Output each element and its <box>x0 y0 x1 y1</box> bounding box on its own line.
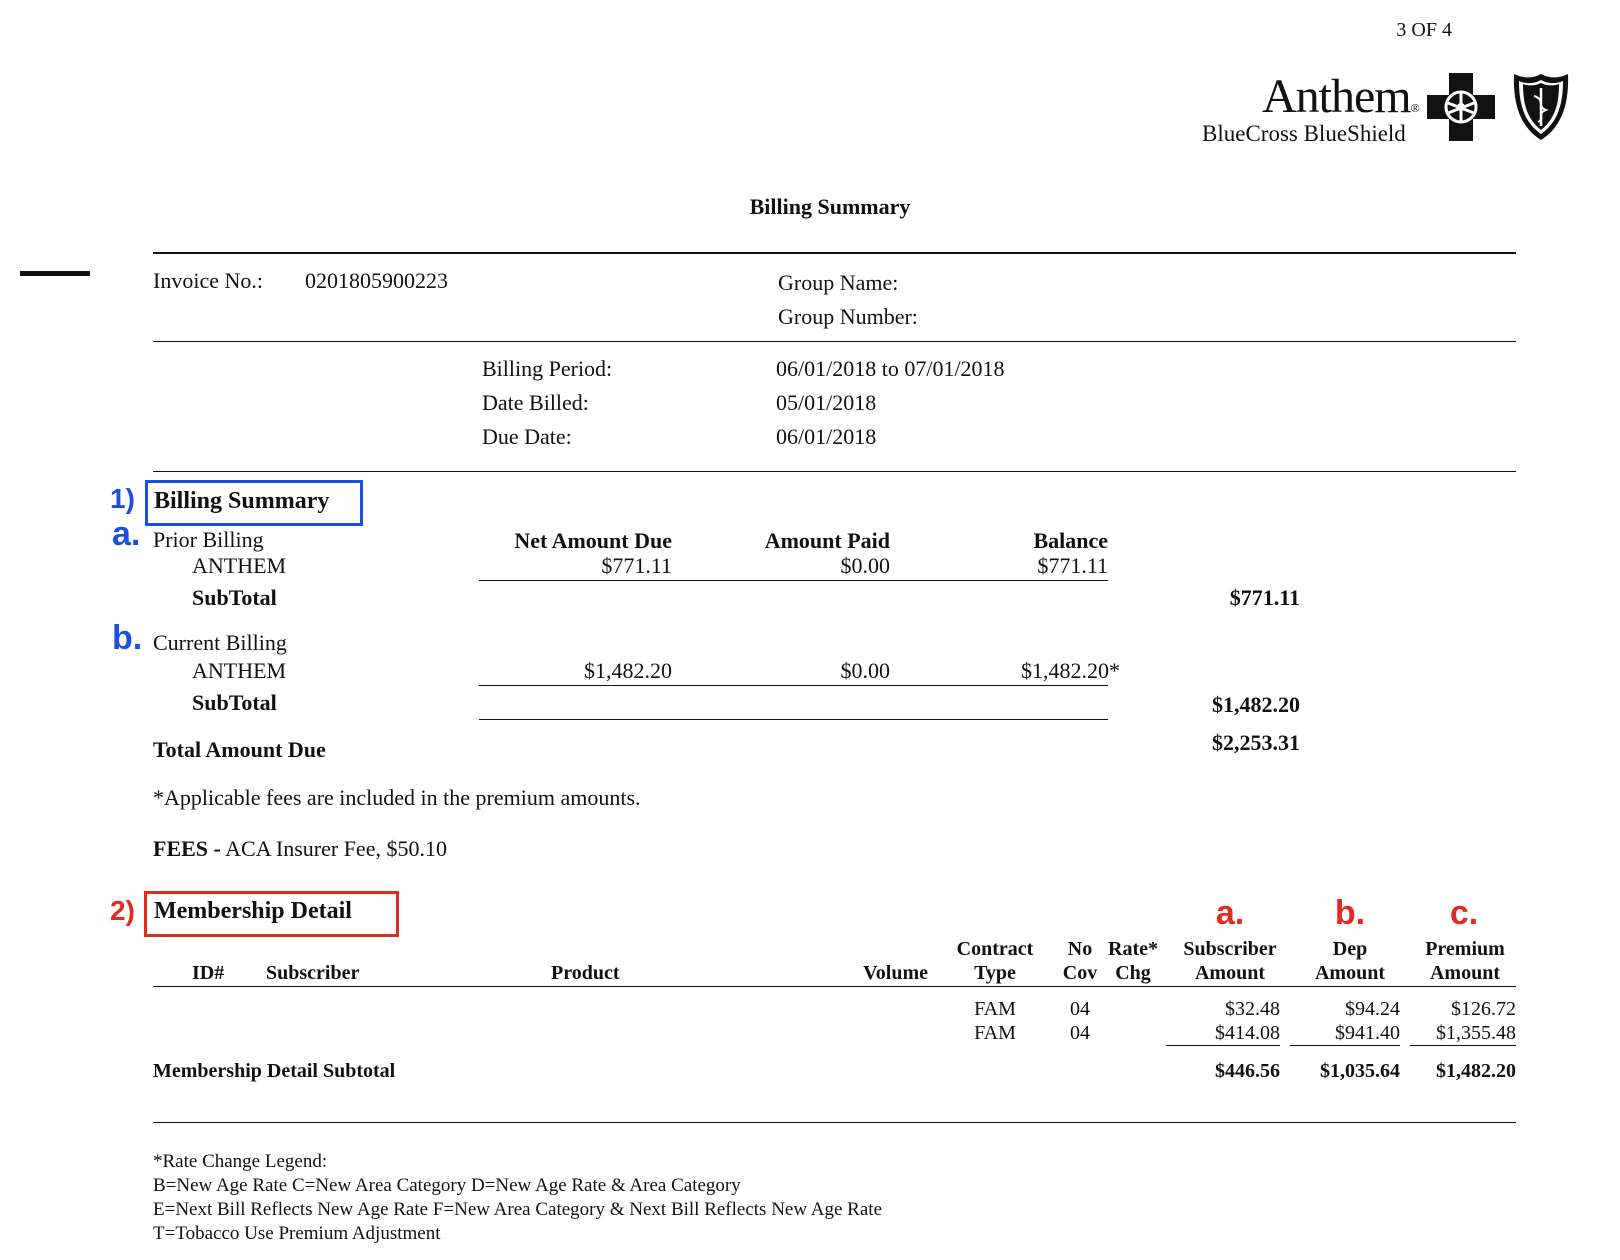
group-number-label: Group Number: <box>778 304 918 329</box>
prior-net-amount: $771.11 <box>601 553 672 578</box>
row-subscriber-amount: $414.08 <box>1215 1022 1280 1044</box>
header-rule <box>153 341 1516 342</box>
membership-detail-heading: Membership Detail <box>154 898 352 924</box>
annotation-a-blue: a. <box>112 515 141 553</box>
col-subscriber-amount-line2: Amount <box>1194 962 1265 984</box>
current-net-amount: $1,482.20 <box>584 658 672 683</box>
col-dep-amount-line2: Amount <box>1314 962 1385 984</box>
dep-amount-rule <box>1290 1045 1400 1046</box>
current-subtotal-label: SubTotal <box>192 690 277 715</box>
col-subscriber: Subscriber <box>266 962 360 984</box>
membership-subtotal-dep: $1,035.64 <box>1320 1060 1400 1082</box>
col-subscriber-amount-line1: Subscriber <box>1183 938 1277 960</box>
row-no-cov: 04 <box>1070 1022 1090 1044</box>
row-dep-amount: $94.24 <box>1345 998 1400 1020</box>
logo-tagline: BlueCross BlueShield <box>1202 121 1406 146</box>
membership-subtotal-label: Membership Detail Subtotal <box>153 1060 396 1082</box>
row-premium-amount: $126.72 <box>1451 998 1516 1020</box>
current-amount-paid: $0.00 <box>840 658 890 683</box>
billing-period-label: Billing Period: <box>482 356 613 381</box>
invoice-label: Invoice No.: <box>153 268 263 293</box>
blue-shield-icon <box>1512 72 1570 142</box>
col-rate-line2: Chg <box>1115 962 1151 984</box>
subscriber-amount-rule <box>1166 1045 1280 1046</box>
col-rate-line1: Rate* <box>1108 938 1158 960</box>
row-contract-type: FAM <box>974 1022 1016 1044</box>
col-id: ID# <box>192 962 225 984</box>
annotation-c-red: c. <box>1449 894 1479 932</box>
page-number: 3 OF 4 <box>1396 19 1452 41</box>
premium-amount-rule <box>1410 1045 1516 1046</box>
col-product: Product <box>551 962 620 984</box>
period-rule <box>153 471 1516 472</box>
fees-text: ACA Insurer Fee, $50.10 <box>225 836 447 861</box>
legend-line-3: T=Tobacco Use Premium Adjustment <box>153 1223 441 1244</box>
prior-subtotal-amount: $771.11 <box>1229 585 1300 610</box>
prior-carrier: ANTHEM <box>192 553 287 578</box>
fee-note: *Applicable fees are included in the premium amounts. <box>153 785 641 810</box>
row-premium-amount: $1,355.48 <box>1436 1022 1516 1044</box>
annotation-a-red: a. <box>1215 894 1245 932</box>
current-carrier: ANTHEM <box>192 658 287 683</box>
invoice-number: 0201805900223 <box>305 268 448 293</box>
due-date-value: 06/01/2018 <box>776 424 877 449</box>
col-premium-amount-line1: Premium <box>1425 938 1505 960</box>
prior-rule <box>479 580 1108 581</box>
annotation-b-blue: b. <box>112 619 143 657</box>
current-rule <box>479 685 1108 686</box>
subtotal-rule <box>479 719 1108 720</box>
col-premium-amount-line2: Amount <box>1429 962 1500 984</box>
legend-title: *Rate Change Legend: <box>153 1151 328 1172</box>
current-subtotal-amount: $1,482.20 <box>1212 692 1300 717</box>
total-amount-due: $2,253.31 <box>1212 730 1300 755</box>
title-rule <box>153 252 1516 254</box>
membership-subtotal-subscriber: $446.56 <box>1215 1060 1280 1082</box>
billing-summary-heading: Billing Summary <box>154 488 330 514</box>
row-dep-amount: $941.40 <box>1335 1022 1400 1044</box>
prior-balance: $771.11 <box>1037 553 1108 578</box>
date-billed-value: 05/01/2018 <box>776 390 877 415</box>
annotation-b-red: b. <box>1334 894 1366 932</box>
section-1-marker: 1) <box>110 483 135 514</box>
date-billed-label: Date Billed: <box>482 390 589 415</box>
fees-line <box>153 836 447 862</box>
prior-amount-paid: $0.00 <box>840 553 890 578</box>
current-balance: $1,482.20* <box>1021 658 1120 683</box>
legend-line-1: B=New Age Rate C=New Area Category D=New Age Rate & Area Category <box>153 1175 741 1196</box>
margin-mark <box>20 271 90 276</box>
total-amount-due-label: Total Amount Due <box>153 737 326 762</box>
document-title: Billing Summary <box>749 194 911 219</box>
col-contract-line2: Type <box>974 962 1016 984</box>
fees-label: FEES - <box>153 836 221 861</box>
col-balance: Balance <box>1033 528 1108 553</box>
prior-billing-label: Prior Billing <box>153 527 264 552</box>
current-billing-label: Current Billing <box>153 630 287 655</box>
col-amount-paid: Amount Paid <box>764 528 890 553</box>
membership-header-rule <box>153 986 1516 987</box>
col-contract-line1: Contract <box>956 938 1034 960</box>
row-subscriber-amount: $32.48 <box>1225 998 1280 1020</box>
prior-subtotal-label: SubTotal <box>192 585 277 610</box>
due-date-label: Due Date: <box>482 424 572 449</box>
legend-rule <box>153 1122 1516 1123</box>
group-name-label: Group Name: <box>778 270 899 295</box>
col-volume: Volume <box>863 962 928 984</box>
col-no-line2: Cov <box>1062 962 1098 984</box>
col-net-amount-due: Net Amount Due <box>514 528 672 553</box>
col-dep-amount-line1: Dep <box>1332 938 1368 960</box>
row-no-cov: 04 <box>1070 998 1090 1020</box>
billing-period-value: 06/01/2018 to 07/01/2018 <box>776 356 1005 381</box>
legend-line-2: E=Next Bill Reflects New Age Rate F=New Area Category & Next Bill Reflects New Age Rate <box>153 1199 883 1220</box>
membership-subtotal-premium: $1,482.20 <box>1436 1060 1516 1082</box>
row-contract-type: FAM <box>974 998 1016 1020</box>
logo-wordmark: Anthem® <box>1262 70 1419 123</box>
section-2-marker: 2) <box>110 895 135 926</box>
blue-cross-icon <box>1427 73 1495 143</box>
col-no-line1: No <box>1067 938 1093 960</box>
